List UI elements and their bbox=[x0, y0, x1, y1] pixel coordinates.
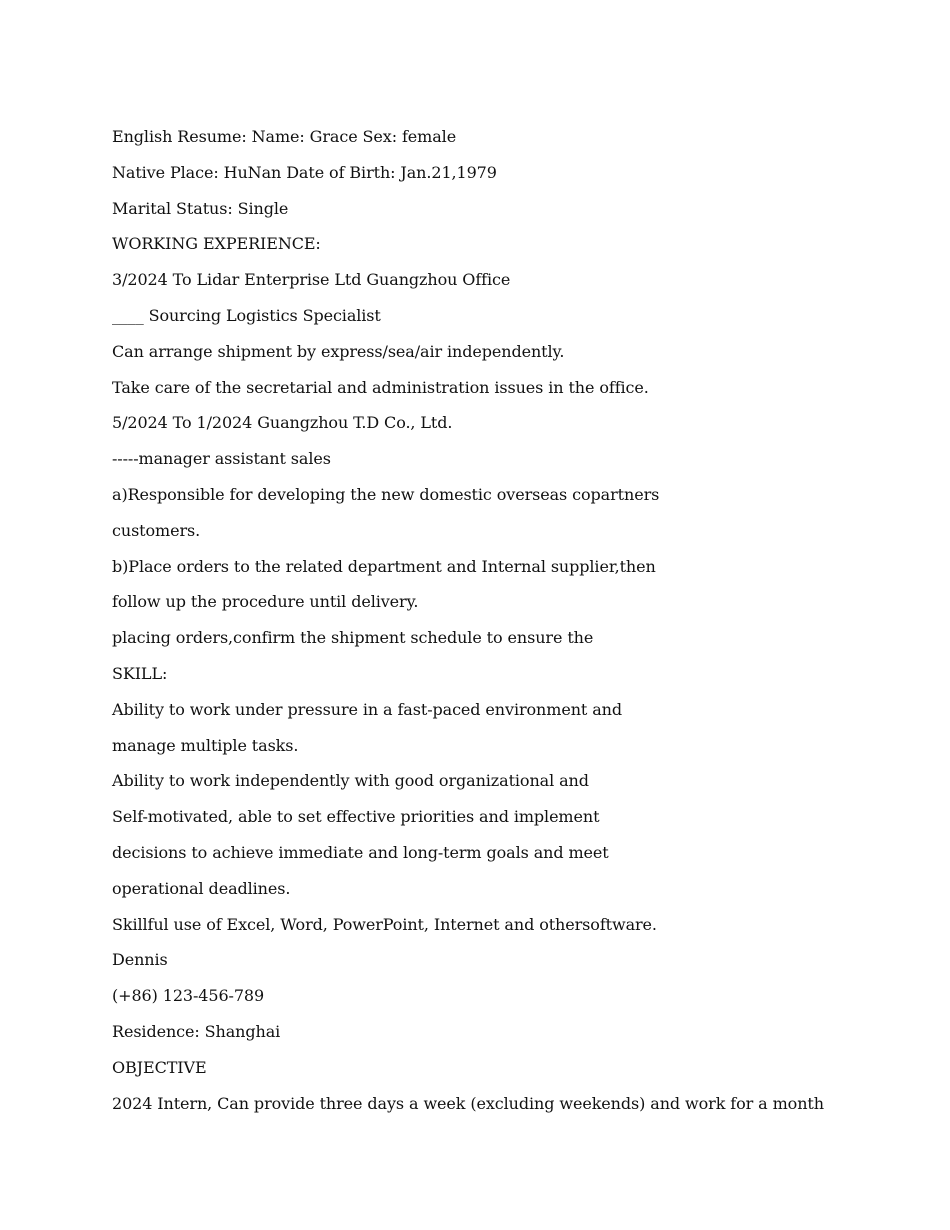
job-duty-line: b)Place orders to the related department and Internal supplier,then bbox=[112, 556, 656, 576]
contact-name: Dennis bbox=[112, 950, 168, 970]
contact-phone: (+86) 123-456-789 bbox=[112, 986, 265, 1006]
job-entry-line: 5/2024 To 1/2024 Guangzhou T.D Co., Ltd. bbox=[112, 413, 453, 433]
skill-line: Ability to work under pressure in a fast-paced environment and bbox=[112, 699, 622, 719]
job-duty-line: Can arrange shipment by express/sea/air independently. bbox=[112, 341, 565, 361]
job-title-line: -----manager assistant sales bbox=[112, 449, 331, 469]
objective-line: 2024 Intern, Can provide three days a week (excluding weekends) and work for a month bbox=[112, 1093, 824, 1113]
job-duty-line: placing orders,confirm the shipment schedule to ensure the bbox=[112, 628, 594, 648]
section-heading-objective: OBJECTIVE bbox=[112, 1057, 207, 1077]
skill-line: decisions to achieve immediate and long-term goals and meet bbox=[112, 842, 609, 862]
job-entry-line: 3/2024 To Lidar Enterprise Ltd Guangzhou Office bbox=[112, 270, 511, 290]
contact-residence: Residence: Shanghai bbox=[112, 1021, 281, 1041]
job-title-line: ____ Sourcing Logistics Specialist bbox=[112, 305, 381, 325]
personal-info-line: Marital Status: Single bbox=[112, 198, 289, 218]
job-duty-line: customers. bbox=[112, 520, 201, 540]
section-heading-skill: SKILL: bbox=[112, 663, 168, 683]
skill-line: manage multiple tasks. bbox=[112, 735, 299, 755]
personal-info-line: English Resume: Name: Grace Sex: female bbox=[112, 127, 457, 146]
personal-info-line: Native Place: HuNan Date of Birth: Jan.21,1979 bbox=[112, 162, 497, 182]
skill-line: Skillful use of Excel, Word, PowerPoint, Internet and othersoftware. bbox=[112, 914, 657, 934]
job-duty-line: a)Responsible for developing the new domestic overseas copartners bbox=[112, 484, 660, 504]
job-duty-line: Take care of the secretarial and administration issues in the office. bbox=[112, 377, 649, 397]
resume-body bbox=[112, 126, 912, 1128]
job-duty-line: follow up the procedure until delivery. bbox=[112, 592, 419, 612]
skill-line: Self-motivated, able to set effective priorities and implement bbox=[112, 807, 600, 827]
skill-line: operational deadlines. bbox=[112, 878, 291, 898]
section-heading-working-experience: WORKING EXPERIENCE: bbox=[112, 234, 321, 254]
skill-line: Ability to work independently with good organizational and bbox=[112, 771, 589, 791]
